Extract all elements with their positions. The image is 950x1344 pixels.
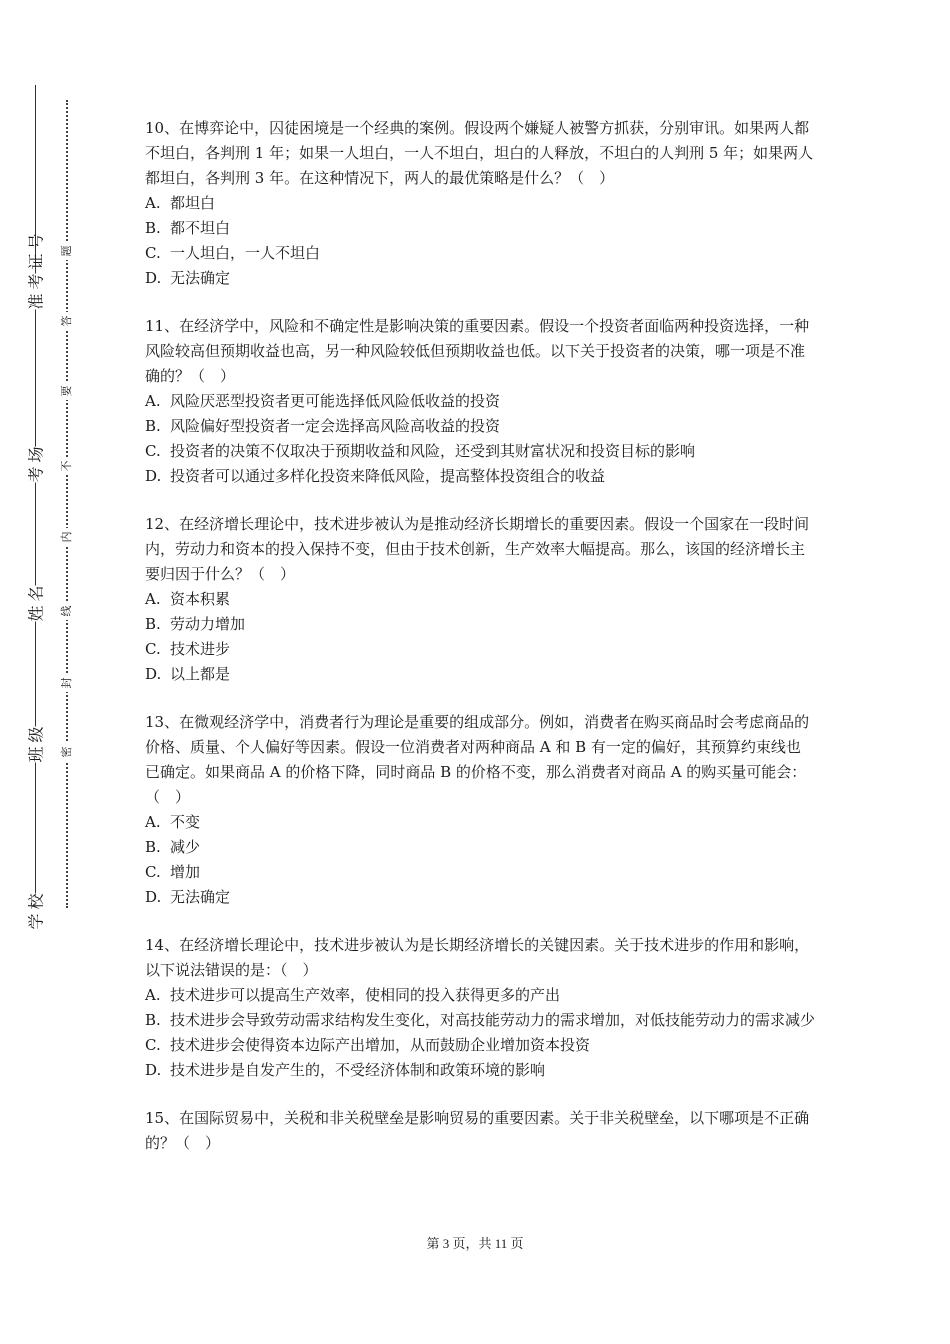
option-a: A. 不变 [145, 813, 201, 831]
seal-char: 答 [60, 312, 74, 330]
field-label-exam-room: 考场 [24, 447, 47, 483]
seal-char: 封 [60, 674, 74, 692]
question-stem: 15、在国际贸易中，关税和非关税壁垒是影响贸易的重要因素。关于非关税壁垒，以下哪项是不正确的？（ ） [145, 1109, 810, 1152]
option-a: A. 技术进步可以提高生产效率，使相同的投入获得更多的产出 [145, 986, 561, 1004]
field-label-class: 班级 [24, 727, 47, 763]
field-label-name: 姓名 [24, 586, 47, 622]
binding-line-dotted [66, 100, 68, 908]
option-c: C. 技术进步 [145, 640, 231, 658]
option-c: C. 增加 [145, 863, 201, 881]
question-list [145, 116, 815, 1179]
option-d: D. 无法确定 [145, 269, 231, 287]
question-10 [145, 116, 815, 291]
option-c: C. 一人坦白，一人不坦白 [145, 244, 321, 262]
option-a: A. 风险厌恶型投资者更可能选择低风险低收益的投资 [145, 392, 501, 410]
seal-char: 线 [60, 602, 74, 620]
question-13 [145, 710, 815, 910]
binding-line-solid [35, 85, 36, 923]
option-a: A. 资本积累 [145, 590, 231, 608]
option-b: B. 劳动力增加 [145, 615, 246, 633]
question-15 [145, 1106, 815, 1156]
seal-char: 要 [60, 382, 74, 400]
option-a: A. 都坦白 [145, 194, 216, 212]
seal-char: 内 [60, 528, 74, 546]
question-stem: 14、在经济增长理论中，技术进步被认为是长期经济增长的关键因素。关于技术进步的作用和影响，以下说法错误的是：（ ） [145, 936, 810, 979]
option-c: C. 技术进步会使得资本边际产出增加，从而鼓励企业增加资本投资 [145, 1036, 591, 1054]
option-c: C. 投资者的决策不仅取决于预期收益和风险，还受到其财富状况和投资目标的影响 [145, 442, 696, 460]
option-d: D. 无法确定 [145, 888, 231, 906]
question-stem: 12、在经济增长理论中，技术进步被认为是推动经济长期增长的重要因素。假设一个国家在一段时间内，劳动力和资本的投入保持不变，但由于技术创新，生产效率大幅提高。那么，该国的经济增长主要归因于什么？（ ） [145, 515, 810, 583]
field-label-school: 学校 [24, 894, 47, 930]
option-d: D. 投资者可以通过多样化投资来降低风险，提高整体投资组合的收益 [145, 467, 606, 485]
option-d: D. 以上都是 [145, 665, 231, 683]
option-d: D. 技术进步是自发产生的，不受经济体制和政策环境的影响 [145, 1061, 546, 1079]
field-label-exam-number: 准考证号 [24, 274, 47, 310]
option-b: B. 减少 [145, 838, 201, 856]
seal-char: 密 [60, 743, 74, 761]
option-b: B. 风险偏好型投资者一定会选择高风险高收益的投资 [145, 417, 501, 435]
question-stem: 11、在经济学中，风险和不确定性是影响决策的重要因素。假设一个投资者面临两种投资选择，一种风险较高但预期收益也高，另一种风险较低但预期收益也低。以下关于投资者的决策，哪一项是不准确的？（ ） [145, 317, 810, 385]
question-12 [145, 512, 815, 687]
option-b: B. 技术进步会导致劳动需求结构发生变化，对高技能劳动力的需求增加，对低技能劳动力的需求减少 [145, 1011, 816, 1029]
option-b: B. 都不坦白 [145, 219, 231, 237]
question-14 [145, 933, 815, 1083]
question-11 [145, 314, 815, 489]
question-stem: 13、在微观经济学中，消费者行为理论是重要的组成部分。例如，消费者在购买商品时会考虑商品的价格、质量、个人偏好等因素。假设一位消费者对两种商品 A 和 B 有一定的偏好，其预算约束线也已确定。如果商品 A 的价格下降，同时商品 B 的价格不变，那么消费者对商品 A 的购买量可能会：（ ） [145, 713, 810, 806]
page-footer: 第 3 页，共 11 页 [426, 1236, 524, 1251]
seal-char: 不 [60, 457, 74, 475]
question-stem: 10、在博弈论中，囚徒困境是一个经典的案例。假设两个嫌疑人被警方抓获，分别审讯。如果两人都不坦白，各判刑 1 年；如果一人坦白，一人不坦白，坦白的人释放，不坦白的人判刑 5 年；如果两人都坦白，各判刑 3 年。在这种情况下，两人的最优策略是什么？（ ） [145, 119, 814, 187]
seal-char: 题 [60, 242, 74, 260]
